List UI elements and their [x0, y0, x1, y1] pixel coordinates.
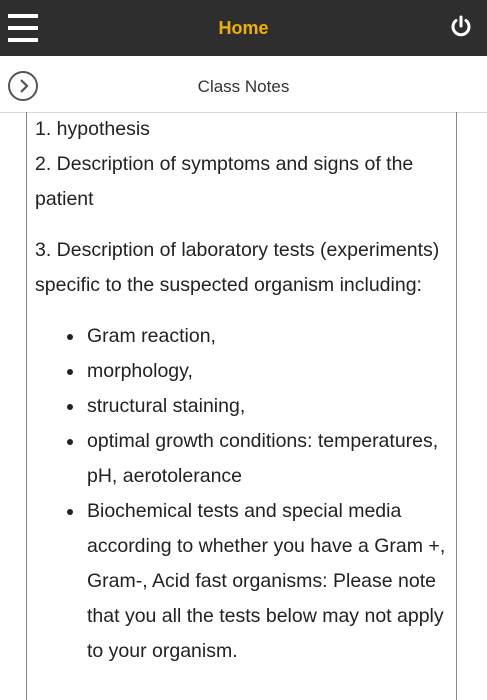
list-item: • structural staining, [85, 389, 456, 424]
sub-header [0, 56, 487, 113]
lab-test-list [35, 319, 456, 669]
top-app-bar [0, 0, 487, 56]
power-icon[interactable] [449, 15, 473, 39]
list-item: • optimal growth conditions: temperatures, pH, aerotolerance [85, 424, 456, 494]
list-item: • Gram reaction, [85, 319, 456, 354]
note-hypothesis: 1. hypothesis [35, 118, 150, 140]
note-symptoms: 2. Description of symptoms and signs of the patient [35, 153, 414, 210]
list-item: • Biochemical tests and special media according to whether you have a Gram +, Gram-, Acid fast organisms: Please note that you all the tests below may not apply to your organism. [85, 494, 456, 669]
class-notes-content [26, 112, 457, 700]
app-title: Home [218, 18, 269, 38]
note-lab-tests: 3. Description of laboratory tests (experiments) specific to the suspected organism including: [35, 239, 440, 296]
list-item: • morphology, [85, 354, 456, 389]
page-title: Class Notes [197, 77, 290, 96]
